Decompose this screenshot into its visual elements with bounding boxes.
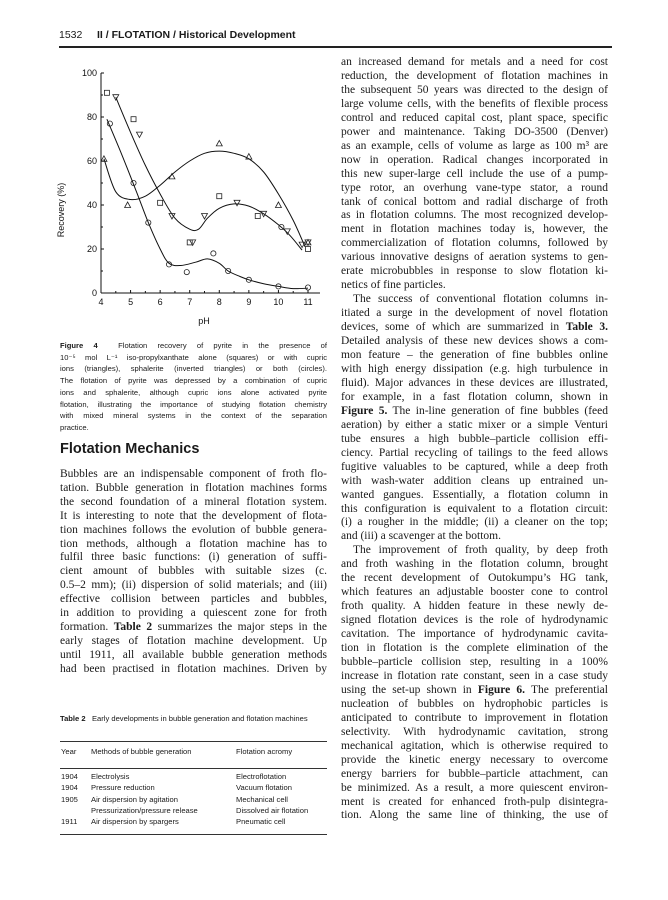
y-tick-label: 80	[86, 112, 97, 122]
text-line: erate microbubbles in response to slow flotation ki-	[341, 265, 608, 278]
recovery-vs-ph-plot	[40, 62, 340, 332]
figure-5-reference[interactable]: Figure 5.	[341, 404, 388, 417]
acronym-cell: Mechanical cell	[236, 794, 288, 804]
y-tick-label: 60	[86, 156, 97, 166]
text-line: tion machines follows the evolution of bubble genera-	[60, 523, 327, 536]
figure-4-chart	[40, 62, 340, 332]
table-row	[60, 795, 327, 806]
text-line: as an example, cells of volume as large as 100 m³ are	[341, 139, 608, 152]
text-line: with high energy dissipation (e.g. high turbulence in	[341, 362, 608, 375]
text-line: as in flotation columns. The most recognized develop-	[341, 209, 608, 222]
square-marker	[158, 200, 163, 205]
column-header: Year	[61, 747, 77, 756]
text-line: type rotor, an overhung vane-type stator, a round	[341, 181, 608, 194]
acronym-cell: Electroflotation	[236, 772, 287, 781]
year-cell: 1904	[61, 783, 78, 793]
square-marker	[217, 194, 222, 199]
triangle-marker	[275, 202, 281, 208]
text: devices, some of which are summarized in	[341, 321, 566, 334]
text-line	[341, 684, 608, 698]
table-2	[60, 744, 327, 828]
text-line: signed flotation devices is the role of hydrodynamic	[341, 614, 608, 627]
text-line: netics of fine particles.	[341, 279, 446, 292]
x-axis-label: pH	[198, 316, 210, 326]
text-line: in addition to providing a quiescent zone for froth	[60, 607, 327, 620]
y-tick-label: 40	[86, 200, 97, 210]
table-2-label: Table 2	[60, 714, 86, 723]
acronym-cell: Vacuum flotation	[236, 783, 292, 793]
text-line: (i) a rougher in the middle; (ii) a cleaner on the top;	[341, 516, 608, 529]
method-cell: Pressurization/pressure release	[91, 805, 198, 815]
y-tick-label: 0	[91, 288, 97, 298]
inverted-triangle-marker	[202, 214, 208, 220]
x-tick-label: 4	[98, 297, 104, 307]
circle-marker	[305, 285, 310, 290]
table-2-caption	[60, 713, 330, 725]
table-row	[60, 806, 327, 817]
text-line: The improvement of froth quality, by deep froth	[353, 544, 608, 557]
text-line: reduction, the development of flotation machines in	[341, 69, 608, 82]
x-tick-label: 9	[246, 297, 252, 307]
inverted-triangle-marker	[136, 132, 142, 138]
square-marker	[306, 247, 311, 252]
text-line: tion methods, although a flotation machine has to	[60, 537, 327, 550]
text-line: mon feature – the generation of fine bubbles online	[341, 349, 608, 362]
header-rule	[60, 768, 327, 769]
text-line: had been practised in flotation machines. Driven by	[60, 662, 327, 675]
caption-line: 10⁻⁵ mol L⁻¹ iso-propylxanthate alone (squares) or with cupric	[60, 352, 327, 362]
text-line	[341, 405, 608, 419]
y-axis-label: Recovery (%)	[56, 182, 66, 238]
text-line	[341, 321, 608, 335]
text-line: tion. Along the same line of thinking, the use of	[341, 809, 608, 822]
curve-triangle	[104, 151, 305, 247]
text-line: large volume cells, with the benefits of flexible process	[341, 97, 608, 110]
year-cell: 1905	[61, 794, 78, 804]
figure-label: Figure 4	[60, 341, 98, 350]
method-cell: Electrolysis	[91, 772, 130, 781]
table-top-rule	[60, 741, 327, 742]
fitted-curves	[104, 97, 308, 288]
text-line: until 1911, all available bubble generation methods	[60, 648, 327, 661]
triangle-marker	[125, 202, 131, 208]
text-line: the subsequent 50 years was directed to the design of	[341, 83, 608, 96]
x-tick-label: 11	[303, 297, 313, 307]
figure-6-reference[interactable]: Figure 6.	[477, 683, 525, 696]
text-line: which features an adjustable booster cone to control	[341, 586, 608, 599]
text-line: an increased demand for metals and a need for cost	[341, 56, 608, 68]
caption-line: practice.	[60, 422, 89, 432]
text-line	[60, 621, 327, 635]
acronym-cell: Pneumatic cell	[236, 817, 286, 827]
text-line: early stages of flotation machine development. Up	[60, 634, 327, 647]
text-line: this configuration is equivalent to a flotation circuit:	[341, 502, 608, 515]
acronym-cell: Dissolved air flotation	[236, 805, 309, 815]
caption-line: flotation, illustrating the importance of studying flotation chemistry	[60, 399, 327, 409]
method-cell: Air dispersion by spargers	[91, 817, 179, 827]
text-line: tation. Bubble generation in flotation machines forms	[60, 481, 327, 494]
text-line: anticipated to contribute to improvement in flotation	[341, 711, 608, 724]
text: formation.	[60, 620, 114, 633]
text-line: power and maintenance. Taking DO-3500 (Denver)	[341, 125, 608, 138]
text-line: provide the kinetic energy necessary to overcome	[341, 753, 608, 766]
text-line: tion in flotation is the complete elimination of the	[341, 642, 608, 655]
text: The in-line generation of fine bubbles (feed	[387, 404, 608, 417]
left-body-text	[60, 468, 327, 677]
figure-4-caption	[60, 340, 327, 434]
text-line: the second foundation of a mineral flotation system.	[60, 495, 327, 508]
text-line: fulfil three basic functions: (i) generation of suffi-	[60, 551, 327, 564]
table-bottom-rule	[60, 834, 327, 835]
y-tick-label: 100	[81, 68, 97, 78]
text-line: Detailed analysis of these new devices shows a com-	[341, 335, 608, 348]
method-cell: Air dispersion by agitation	[91, 794, 178, 804]
table-2-caption-text: Early developments in bubble generation and flotation machines	[91, 714, 308, 723]
column-header: Flotation acromy	[236, 747, 293, 756]
year-cell: 1911	[61, 817, 78, 827]
caption-line: ions and sphalerite, although cupric ions alone activated pyrite	[60, 387, 327, 397]
right-body-text	[341, 56, 608, 823]
text-line: wanted gangues. Essentially, a flotation column in	[341, 488, 608, 501]
text-line: mechanical agitation, which is otherwise required to	[341, 739, 608, 752]
triangle-marker	[101, 156, 107, 162]
x-tick-label: 6	[157, 297, 163, 307]
text-line: commercialization of flotation columns, followed by	[341, 237, 608, 250]
text-line: tank of conical bottom and radial discharge of froth	[341, 195, 608, 208]
running-header	[59, 29, 612, 45]
running-title: II / FLOTATION / Historical Development	[97, 29, 296, 41]
text-line: the recent development of Outokumpu’s HG tank,	[341, 572, 608, 585]
text-line: effective collision between particles and bubbles,	[60, 593, 327, 606]
text-line: cavitation. The importance of hydrodynamic cavita-	[341, 628, 608, 641]
caption-line	[60, 340, 327, 352]
text-line: increase in flotation rate constant, seen in a case study	[341, 669, 608, 682]
text-line: for example, in a fast flotation column, shown in	[341, 390, 608, 403]
text-line: be minimized. As a result, a more quiescent environ-	[341, 781, 608, 794]
text-line: It is interesting to note that the development of flota-	[60, 509, 327, 522]
text-line: Bubbles are an indispensable component of froth flo-	[60, 468, 327, 480]
square-marker	[131, 117, 136, 122]
table-3-reference[interactable]: Table 3.	[565, 321, 608, 334]
page-number: 1532	[59, 29, 83, 41]
text-line: and froth washing in the flotation column, brought	[341, 558, 608, 571]
text-line: fluid). Major advances in these devices are illustrated,	[341, 376, 608, 389]
inverted-triangle-marker	[234, 200, 240, 206]
year-cell: 1904	[61, 772, 78, 781]
square-marker	[255, 214, 260, 219]
text-line: ciency. Partial recycling of tailings to the feed allows	[341, 446, 608, 459]
text-line: now in operation. Radical changes incorporated in	[341, 153, 608, 166]
text-line: cient amount of bubbles with suitable sizes (c.	[60, 565, 327, 578]
text-line: and (iii) a scavenger at the bottom.	[341, 530, 501, 543]
x-tick-label: 8	[216, 297, 222, 307]
text-line: selectivity. With hydrodynamic cavitation, strong	[341, 725, 608, 738]
text-line: energy barriers for bubble–particle attachment, can	[341, 767, 608, 780]
x-tick-label: 5	[128, 297, 134, 307]
text-line: tube ensures a high bubble–particle collision effi-	[341, 432, 608, 445]
text-line: aeration) by either a static mixer or a simple Venturi	[341, 418, 608, 431]
caption-text: Flotation recovery of pyrite in the presence of	[97, 341, 327, 350]
table-row	[60, 783, 327, 794]
axes	[82, 68, 320, 307]
text-line: bubble–particle collision step, resulting in a 100%	[341, 655, 608, 668]
table-2-reference[interactable]: Table 2	[113, 620, 153, 633]
data-markers	[101, 90, 311, 290]
text: using the set-up shown in	[341, 683, 478, 696]
text-line: with wash-water addition cleans up entrained un-	[341, 474, 608, 487]
caption-line: with mixed mineral systems in the context of the separation	[60, 411, 327, 421]
x-tick-label: 7	[187, 297, 193, 307]
text-line: control and reduced capital cost, plant space, specific	[341, 111, 608, 124]
caption-line: The flotation of pyrite was depressed by a combination of cupric	[60, 376, 327, 386]
text-line: nucleation of bubbles on hydrophobic particles is	[341, 697, 608, 710]
circle-marker	[184, 270, 189, 275]
inverted-triangle-marker	[284, 229, 290, 235]
caption-line: ions (triangles), sphalerite (inverted triangles) or both (circles).	[60, 364, 327, 374]
x-tick-label: 10	[273, 297, 284, 307]
method-cell: Pressure reduction	[91, 783, 155, 793]
text-line: fugitive valuables to be captured, while a deep froth	[341, 460, 608, 473]
column-header: Methods of bubble generation	[91, 747, 192, 756]
table-header-row	[60, 744, 327, 768]
table-row	[60, 817, 327, 828]
section-title: Flotation Mechanics	[60, 441, 200, 457]
text-line: froth quality. A hidden feature in these newly de-	[341, 600, 608, 613]
square-marker	[104, 90, 109, 95]
y-tick-label: 20	[86, 244, 97, 254]
text: summarizes the major steps in the	[152, 620, 328, 633]
triangle-marker	[216, 140, 222, 146]
text-line: ment in flotation machines today is, however, the	[341, 223, 608, 236]
text: The preferential	[525, 683, 608, 696]
text-line: ment is created for enhanced froth-pulp disintegra-	[341, 795, 608, 808]
text-line: 0.5–2 mm); (ii) dispersion of solid materials; and (iii)	[60, 579, 327, 592]
text-line: this new super-large cell include the use of a pump-	[341, 167, 608, 180]
header-rule	[59, 46, 612, 48]
curve-circle	[107, 119, 308, 288]
text-line: itiated a surge in the development of novel flotation	[341, 307, 608, 320]
circle-marker	[211, 251, 216, 256]
curve-inverted-triangle	[116, 97, 302, 250]
text-line: The success of conventional flotation columns in-	[353, 293, 608, 306]
text-line: various innovative designs of aeration systems to gen-	[341, 251, 608, 264]
table-row	[60, 772, 327, 783]
